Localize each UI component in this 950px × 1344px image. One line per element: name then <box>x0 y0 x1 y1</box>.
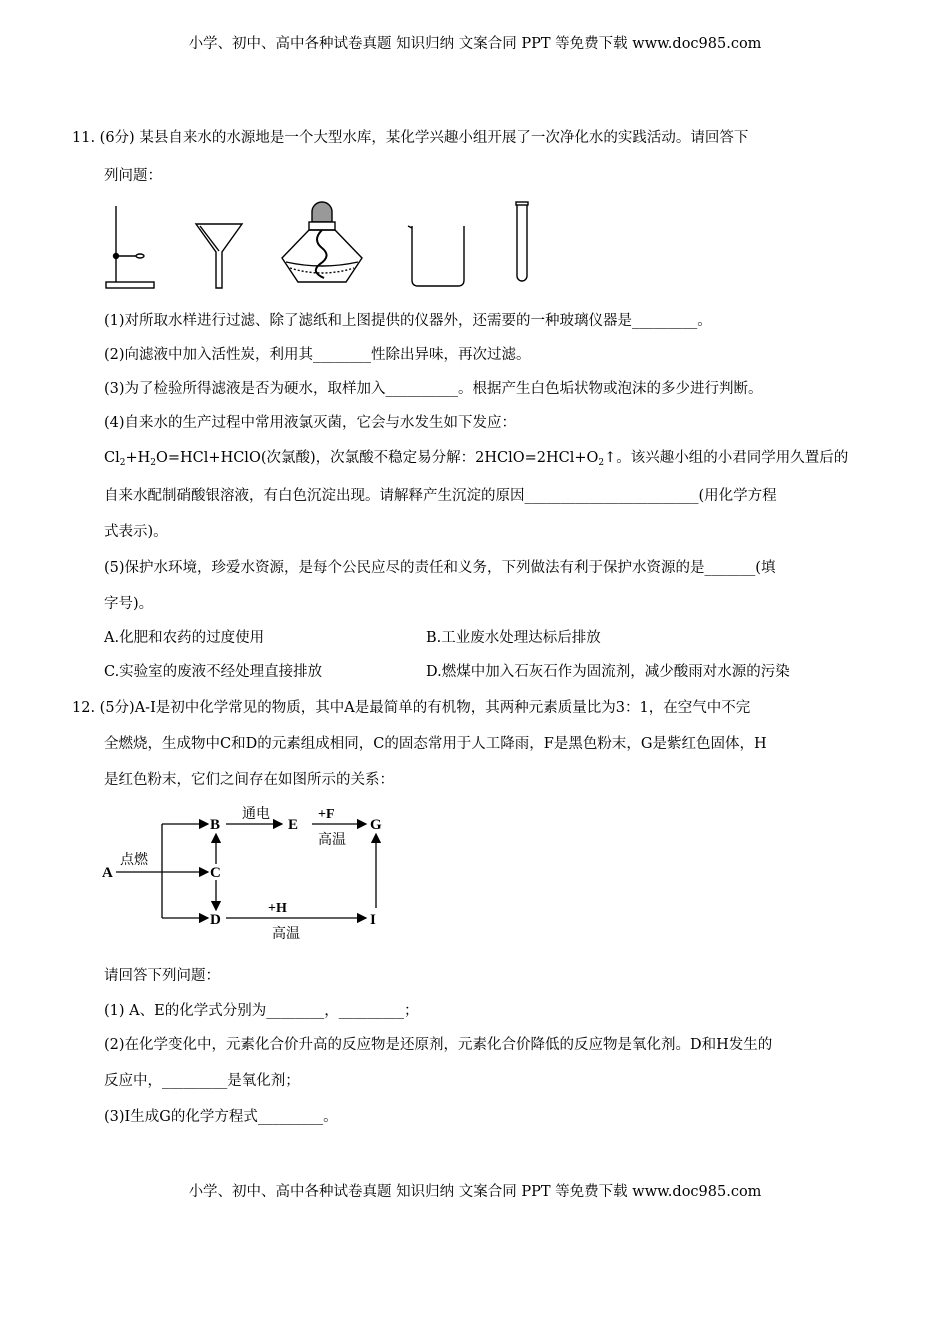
q11-part2: (2)向滤液中加入活性炭，利用其________性除出异味，再次过滤。 <box>104 347 531 363</box>
q11-part5-line1: (5)保护水环境，珍爱水资源，是每个公民应尽的责任和义务，下列做法有利于保护水资源的是_______(填 <box>104 560 776 576</box>
reaction-relationship-diagram <box>96 800 406 950</box>
q12-prompt: 请回答下列问题： <box>104 968 220 984</box>
label-plus-h: +H <box>268 901 287 916</box>
label-high-temp-2: 高温 <box>272 927 300 942</box>
q11-stem-line2: 列问题： <box>104 168 162 184</box>
node-c: C <box>210 865 221 881</box>
q12-part3: (3)I生成G的化学方程式_________。 <box>104 1109 338 1125</box>
q11-stem-line1: 11. (6分) 某县自来水的水源地是一个大型水库，某化学兴趣小组开展了一次净化水的实践活动。请回答下 <box>72 130 749 146</box>
q11-part5-line2: 字号)。 <box>104 596 154 612</box>
q11-part1: (1)对所取水样进行过滤、除了滤纸和上图提供的仪器外，还需要的一种玻璃仪器是_________。 <box>104 313 712 329</box>
label-high-temp-1: 高温 <box>318 833 346 848</box>
iron-stand-icon <box>106 206 154 288</box>
footer-banner: 小学、初中、高中各种试卷真题 知识归纳 文案合同 PPT 等免费下载 www.doc985.com <box>188 1184 762 1200</box>
node-g: G <box>370 817 382 833</box>
beaker-icon <box>408 226 464 286</box>
q11-part4-line3: 自来水配制硝酸银溶液，有白色沉淀出现。请解释产生沉淀的原因________________________(用化学方程 <box>104 488 777 504</box>
label-electrolysis: 通电 <box>242 807 270 822</box>
q12-stem-line2: 全燃烧，生成物中C和D的元素组成相同，C的固态常用于人工降雨，F是黑色粉末，G是紫红色固体，H <box>104 736 767 752</box>
node-a: A <box>102 865 113 881</box>
header-banner: 小学、初中、高中各种试卷真题 知识归纳 文案合同 PPT 等免费下载 www.doc985.com <box>188 36 762 52</box>
alcohol-lamp-icon <box>282 202 362 282</box>
label-plus-f: +F <box>318 807 335 822</box>
q12-stem-line1: 12. (5分)A-I是初中化学常见的物质，其中A是最简单的有机物，其两种元素质量比为3：1，在空气中不完 <box>72 700 751 716</box>
q11-part4: (4)自来水的生产过程中常用液氯灭菌，它会与水发生如下发应： <box>104 415 517 431</box>
node-i: I <box>370 912 376 928</box>
node-b: B <box>210 817 221 833</box>
node-e: E <box>288 817 299 833</box>
q11-option-d: D.燃煤中加入石灰石作为固流剂，减少酸雨对水源的污染 <box>426 664 790 680</box>
funnel-icon <box>196 224 242 288</box>
q12-part2-line1: (2)在化学变化中，元素化合价升高的反应物是还原剂，元素化合价降低的反应物是氧化剂。D和H发生的 <box>104 1037 773 1053</box>
test-tube-icon <box>516 202 528 281</box>
q11-option-c: C.实验室的废液不经处理直接排放 <box>104 664 323 680</box>
q11-part4-line4: 式表示)。 <box>104 524 168 540</box>
node-d: D <box>210 912 221 928</box>
q12-part2-line2: 反应中，_________是氧化剂； <box>104 1073 300 1089</box>
lab-apparatus-figure <box>96 196 556 296</box>
q11-part3: (3)为了检验所得滤液是否为硬水，取样加入__________。根据产生白色垢状物或泡沫的多少进行判断。 <box>104 381 763 397</box>
q11-option-b: B.工业废水处理达标后排放 <box>426 630 601 646</box>
q11-option-a: A.化肥和农药的过度使用 <box>104 630 265 646</box>
q12-stem-line3: 是红色粉末，它们之间存在如图所示的关系： <box>104 772 394 788</box>
q11-equation-line: $Cl_2+H_2O=HCl+HClO$(次氯酸)，次氯酸不稳定易分解：$2HClO=2HCl+O_2↑$。该兴趣小组的小君同学用久置后的 <box>104 450 849 468</box>
label-ignite: 点燃 <box>120 853 148 868</box>
q12-part1: (1) A、E的化学式分别为________，_________； <box>104 1003 419 1019</box>
